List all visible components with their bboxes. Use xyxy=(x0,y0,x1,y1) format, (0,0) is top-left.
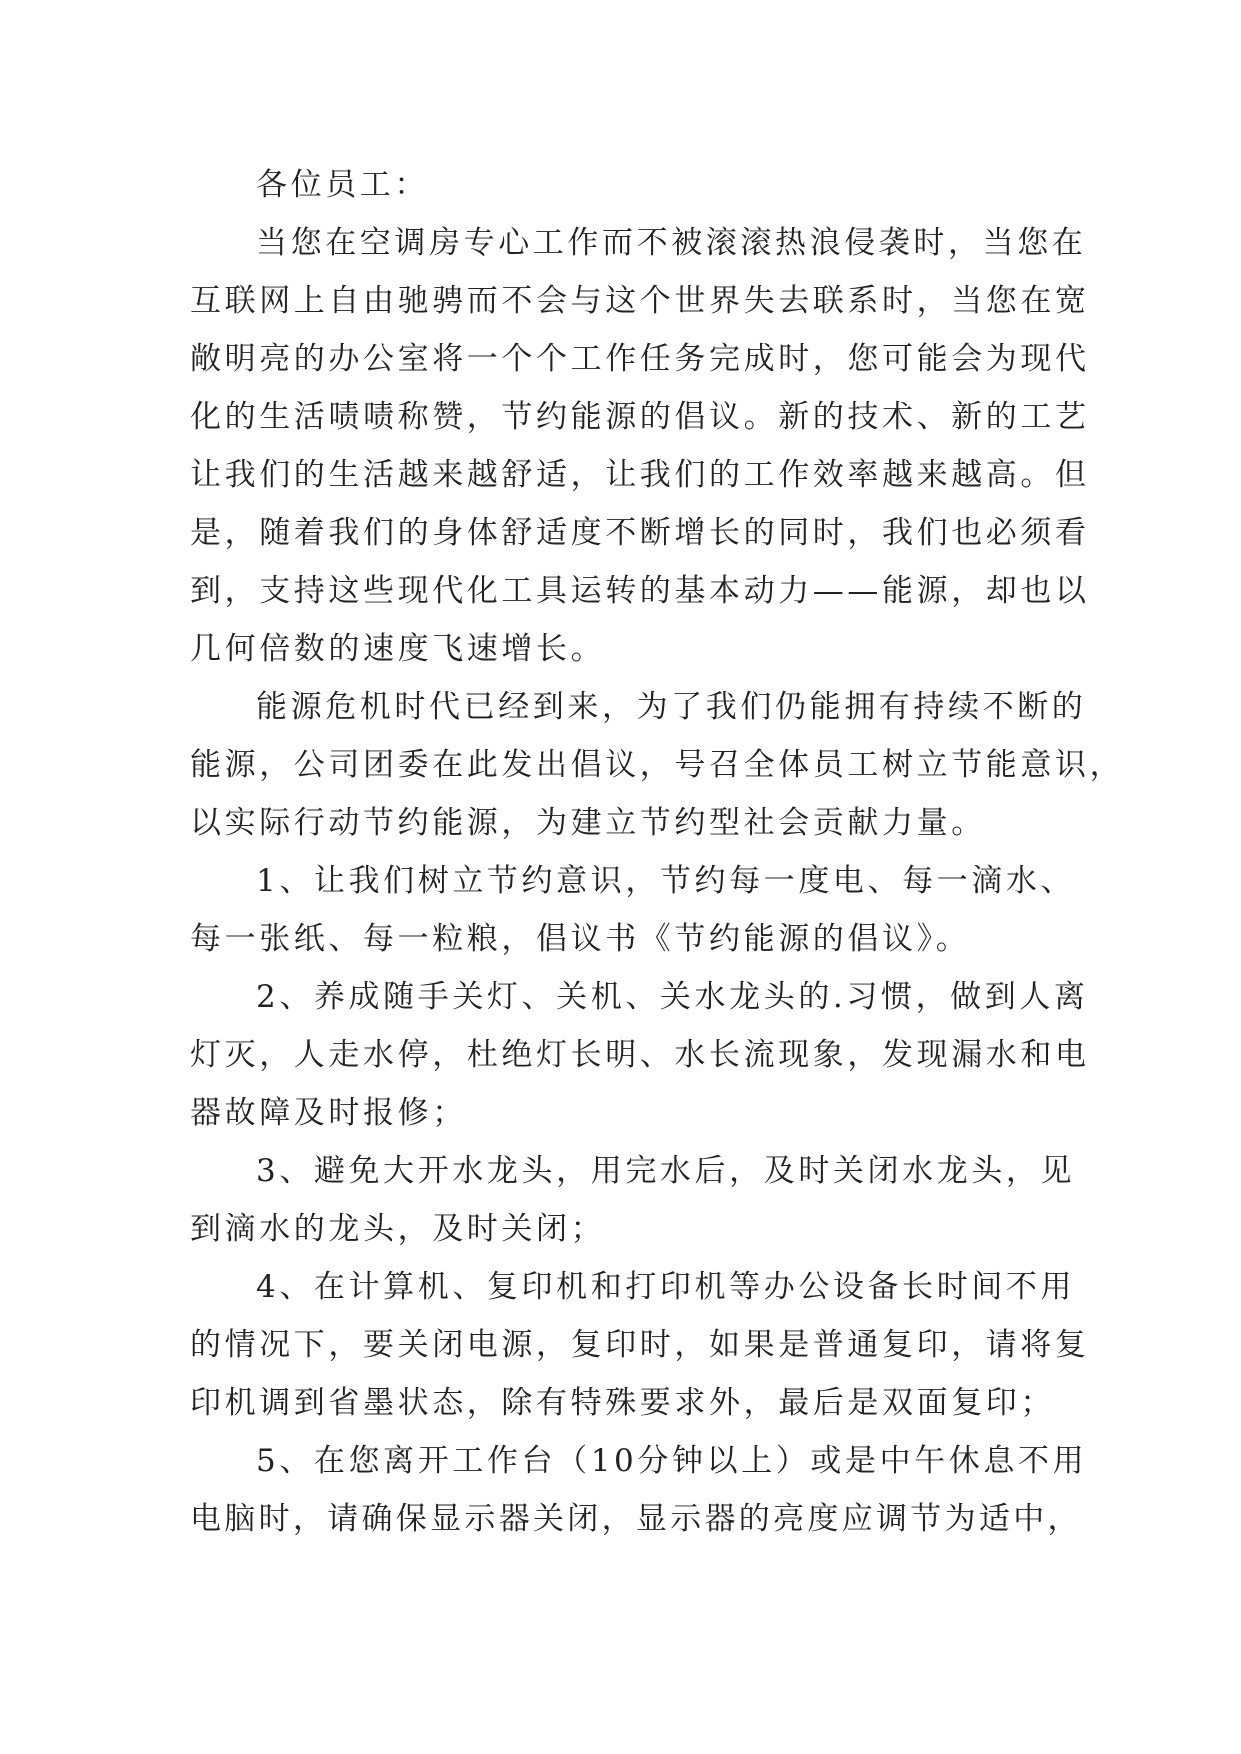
text-line: 让我们的生活越来越舒适，让我们的工作效率越来越高。但 xyxy=(190,457,1090,493)
list-item-line: 灯灭，人走水停，杜绝灯长明、水长流现象，发现漏水和电 xyxy=(190,1037,1090,1073)
text-line: 以实际行动节约能源，为建立节约型社会贡献力量。 xyxy=(190,805,986,841)
list-item-line: 5、在您离开工作台（10分钟以上）或是中午休息不用 xyxy=(256,1443,1088,1479)
list-item-line: 4、在计算机、复印机和打印机等办公设备长时间不用 xyxy=(256,1269,1076,1305)
list-item-line: 的情况下，要关闭电源，复印时，如果是普通复印，请将复 xyxy=(190,1327,1090,1363)
text-line: 当您在空调房专心工作而不被滚滚热浪侵袭时，当您在 xyxy=(256,225,1087,261)
list-item-line: 器故障及时报修； xyxy=(190,1095,467,1131)
text-line: 是，随着我们的身体舒适度不断增长的同时，我们也必须看 xyxy=(190,515,1090,551)
text-line: 到，支持这些现代化工具运转的基本动力——能源，却也以 xyxy=(190,573,1090,609)
list-item-line: 每一张纸、每一粒粮，倡议书《节约能源的倡议》。 xyxy=(190,921,971,957)
salutation-line: 各位员工： xyxy=(256,167,429,203)
text-line: 能源，公司团委在此发出倡议，号召全体员工树立节能意识， xyxy=(190,747,1125,783)
list-item-line: 3、避免大开水龙头，用完水后，及时关闭水龙头，见 xyxy=(256,1153,1076,1189)
list-item-line: 1、让我们树立节约意识，节约每一度电、每一滴水、 xyxy=(256,863,1076,899)
text-line: 互联网上自由驰骋而不会与这个世界失去联系时，当您在宽 xyxy=(190,283,1090,319)
text-line: 化的生活啧啧称赞，节约能源的倡议。新的技术、新的工艺 xyxy=(190,399,1090,435)
list-item-line: 到滴水的龙头，及时关闭； xyxy=(190,1211,606,1247)
list-item-line: 印机调到省墨状态，除有特殊要求外，最后是双面复印； xyxy=(190,1385,1055,1421)
text-line: 能源危机时代已经到来，为了我们仍能拥有持续不断的 xyxy=(256,689,1087,725)
text-line: 敞明亮的办公室将一个个工作任务完成时，您可能会为现代 xyxy=(190,341,1090,377)
document-body xyxy=(190,156,1125,1548)
list-item-line: 2、养成随手关灯、关机、关水龙头的.习惯，做到人离 xyxy=(256,979,1089,1015)
text-line: 几何倍数的速度飞速增长。 xyxy=(190,631,606,667)
list-item-line: 电脑时，请确保显示器关闭，显示器的亮度应调节为适中， xyxy=(190,1501,1082,1537)
